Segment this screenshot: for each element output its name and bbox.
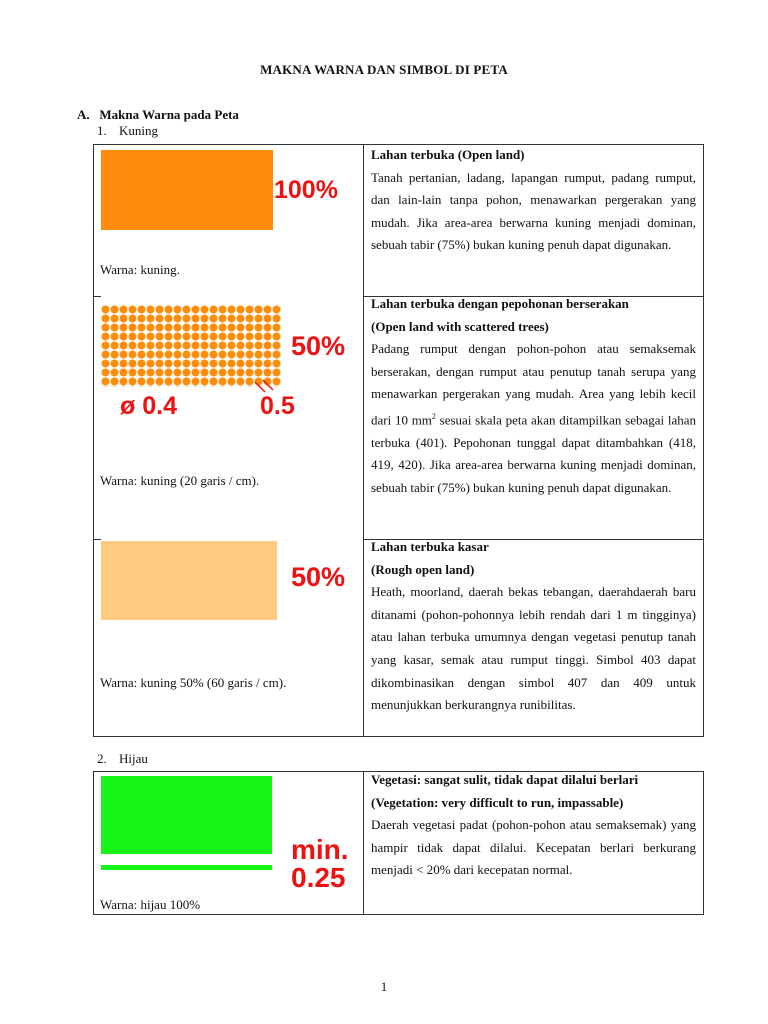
row-heading: Vegetasi: sangat sulit, tidak dapat dilalui berlari [371,772,639,787]
dot-diameter-label: ø 0.4 [120,392,177,420]
warna-label: Warna: kuning (20 garis / cm). [100,473,260,488]
row-heading: Lahan terbuka kasar [371,539,489,554]
subsection-label: Hijau [119,751,148,766]
row-1-description [371,144,696,257]
page-number: 1 [380,979,388,994]
section-a-heading [77,107,239,123]
warna-label: Warna: kuning. [100,262,180,277]
document-title: MAKNA WARNA DAN SIMBOL DI PETA [260,62,508,77]
table-column-divider [363,771,364,915]
row-body: Heath, moorland, daerah bekas tebangan, daerahdaerah baru ditanami (pohon-pohonnya lebih rendah dari 1 m tingginya) atau lahan terbuka umumnya dengan vegetasi penutup tanah yang kasar, semak atau rumput tinggi. Simbol 403 dapat dikombinasikan dengan simbol 407 dan 409 untuk menunjukkan berkurangnya runibilitas. [371,584,696,713]
row-2-description [371,293,696,500]
yellow-50-symbol [101,541,277,620]
row-heading: Lahan terbuka (Open land) [371,147,525,162]
row-3-description [371,536,696,717]
green-min-line [101,865,272,870]
row-body [371,338,696,499]
row-heading: Lahan terbuka dengan pepohonan berserakan [371,296,629,311]
symbol-label: 50% [291,562,346,592]
row-subheading: (Vegetation: very difficult to run, impassable) [371,794,624,810]
symbol-label: 50% [291,331,346,361]
dot-screen-symbol [101,305,281,387]
warna-label: Warna: kuning 50% (60 garis / cm). [100,675,287,690]
row-subheading: (Open land with scattered trees) [371,318,549,334]
row-divider-stub [93,539,101,540]
yellow-100-symbol [101,150,273,230]
warna-label: Warna: hijau 100% [100,897,201,912]
superscript: 2 [431,411,436,421]
section-a-title: Makna Warna pada Peta [99,107,239,122]
subsection-hijau [97,751,148,767]
row-4-description [371,769,696,882]
symbol-label: 100% [274,176,338,204]
subsection-label: Kuning [119,123,158,138]
row-body-text-cont: sesuai skala peta akan ditampilkan sebagai lahan terbuka (401). Pepohonan tunggal dapat ditambahkan (418, 419, 420). Jika area-area berwarna kuning menjadi dominan, sebuah tabir (75%) bukan kuning penuh dapat digunakan. [371,412,697,496]
row-body: Daerah vegetasi padat (pohon-pohon atau semaksemak) yang hampir tidak dapat dilalui. Kecepatan berlari berkurang menjadi < 20% dari kecepatan normal. [371,817,696,878]
subsection-number: 2. [97,751,107,766]
subsection-number: 1. [97,123,107,138]
row-body-text: Padang rumput dengan pohon-pohon atau semaksemak berserakan, dengan rumput atau penutup tanah serupa yang menawarkan pergerakan yang mudah. Area yang lebih kecil dari 10 mm [371,341,696,428]
row-body: Tanah pertanian, ladang, lapangan rumput, padang rumput, dan lain-lain tanpa pohon, menawarkan pergerakan yang mudah. Jika area-area berwarna kuning menjadi dominan, sebuah tabir (75%) bukan kuning penuh dapat digunakan. [371,169,696,253]
section-a-letter: A. [77,107,90,122]
table-column-divider [363,144,364,737]
row-divider-stub [93,296,101,297]
row-subheading: (Rough open land) [371,561,475,577]
subsection-kuning [97,123,158,139]
green-100-symbol [101,776,272,854]
dot-gap-label: 0.5 [260,392,295,420]
min-width-label: 0.25 [291,862,346,893]
min-label: min. [291,834,349,865]
